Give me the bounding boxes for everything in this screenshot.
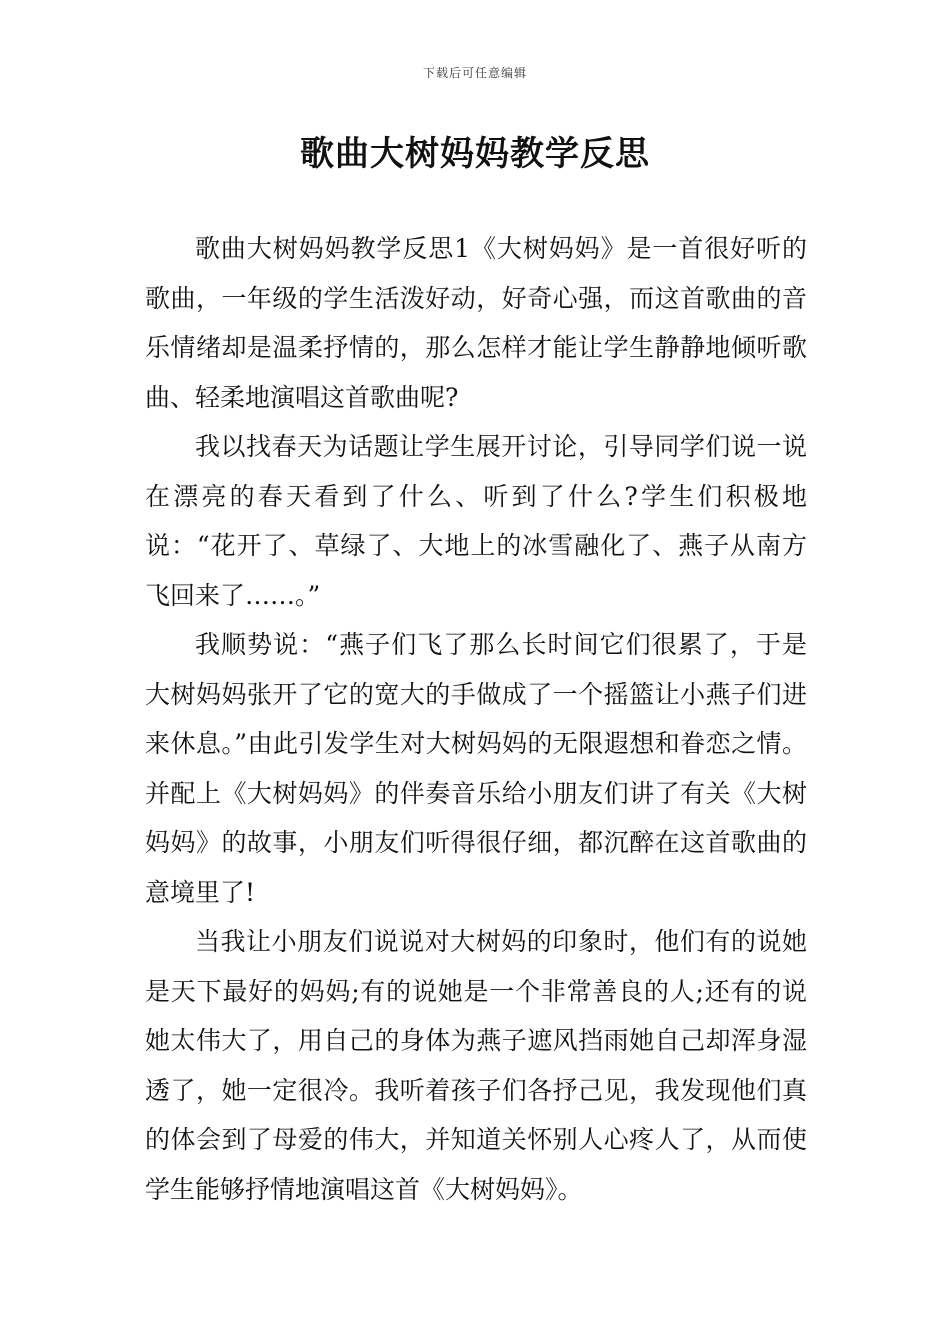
document-title: 歌曲大树妈妈教学反思 <box>300 134 650 174</box>
document-body <box>145 224 807 1214</box>
paragraph-1: 歌曲大树妈妈教学反思1《大树妈妈》是一首很好听的歌曲，一年级的学生活泼好动，好奇心强，而这首歌曲的音乐情绪却是温柔抒情的，那么怎样才能让学生静静地倾听歌曲、轻柔地演唱这首歌曲呢? <box>145 234 807 412</box>
paragraph-3: 我顺势说：“燕子们飞了那么长时间它们很累了，于是大树妈妈张开了它的宽大的手做成了一个摇篮让小燕子们进来休息。”由此引发学生对大树妈妈的无限遐想和眷恋之情。并配上《大树妈妈》的伴奏音乐给小朋友们讲了有关《大树妈妈》的故事，小朋友们听得很仔细，都沉醉在这首歌曲的意境里了! <box>145 630 807 907</box>
paragraph-4: 当我让小朋友们说说对大树妈的印象时，他们有的说她是天下最好的妈妈;有的说她是一个非常善良的人;还有的说她太伟大了，用自己的身体为燕子遮风挡雨她自己却浑身湿透了，她一定很冷。我听着孩子们各抒己见，我发现他们真的体会到了母爱的伟大，并知道关怀别人心疼人了，从而使学生能够抒情地演唱这首《大树妈妈》。 <box>145 927 807 1204</box>
paragraph-2: 我以找春天为话题让学生展开讨论，引导同学们说一说在漂亮的春天看到了什么、听到了什么?学生们积极地说：“花开了、草绿了、大地上的冰雪融化了、燕子从南方飞回来了……。” <box>145 432 807 610</box>
header-note: 下载后可任意编辑 <box>422 66 527 80</box>
